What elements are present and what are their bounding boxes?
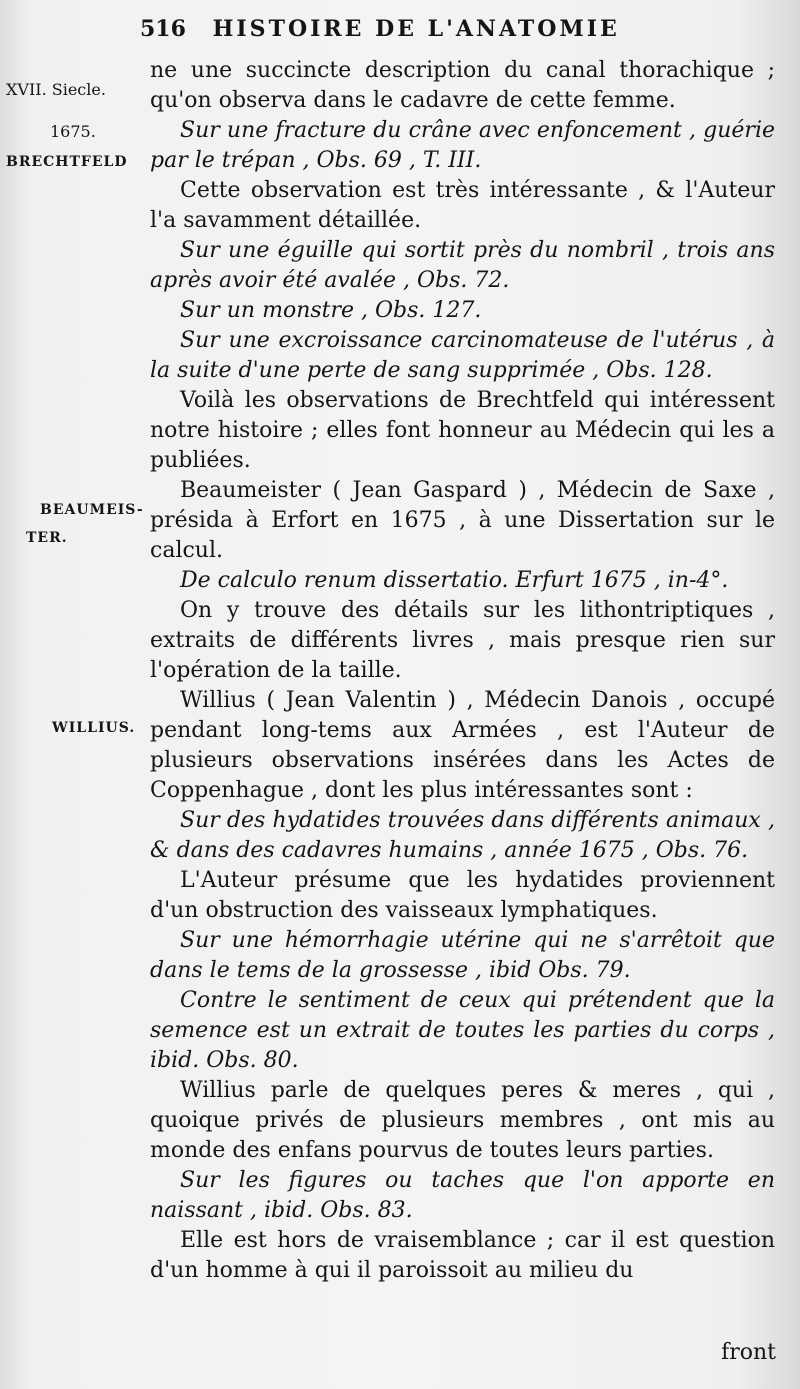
paragraph: De calculo renum dissertatio. Erfurt 1675 , in-4°. [180, 568, 729, 593]
paragraph: Contre le sentiment de ceux qui prétendent que la semence est un extrait de toutes les parties du corps , ibid. Obs. 80. [150, 988, 775, 1073]
margin-name-willius: WILLIUS. [52, 720, 136, 736]
paragraph: Sur un monstre , Obs. 127. [180, 298, 482, 323]
paragraph: On y trouve des détails sur les lithontriptiques , extraits de différents livres , mais presque rien sur l'opération de la taille. [150, 598, 775, 683]
paragraph: Cette observation est très intéressante , & l'Auteur l'a savamment détaillée. [150, 178, 775, 233]
paragraph: Sur des hydatides trouvées dans différents animaux , & dans des cadavres humains , année 1675 , Obs. 76. [150, 808, 775, 863]
paragraph: L'Auteur présume que les hydatides proviennent d'un obstruction des vaisseaux lymphatiques. [150, 868, 775, 923]
margin-name-beaumeister-2: TER. [26, 530, 68, 546]
running-head [140, 16, 680, 50]
body-text [150, 56, 775, 1286]
catchword: front [721, 1340, 776, 1365]
paragraph: Sur une fracture du crâne avec enfoncement , guérie par le trépan , Obs. 69 , T. III. [150, 118, 775, 173]
paragraph: Sur une éguille qui sortit près du nombril , trois ans après avoir été avalée , Obs. 72. [150, 238, 775, 293]
page-title: HISTOIRE DE L'ANATOMIE [212, 16, 620, 42]
page-number: 516 [140, 16, 186, 42]
paragraph: Sur une excroissance carcinomateuse de l'utérus , à la suite d'une perte de sang supprimée , Obs. 128. [150, 328, 775, 383]
paragraph: Willius ( Jean Valentin ) , Médecin Danois , occupé pendant long-tems aux Armées , est l'Auteur de plusieurs observations insérées dans les Actes de Coppenhague , dont les plus intéressantes sont : [150, 688, 775, 803]
paragraph: Elle est hors de vraisemblance ; car il est question d'un homme à qui il paroissoit au milieu du [150, 1228, 775, 1283]
paragraph: Sur les figures ou taches que l'on apporte en naissant , ibid. Obs. 83. [150, 1168, 775, 1223]
paragraph: ne une succincte description du canal thorachique ; qu'on observa dans le cadavre de cette femme. [150, 58, 775, 113]
paragraph: Beaumeister ( Jean Gaspard ) , Médecin de Saxe , présida à Erfort en 1675 , à une Dissertation sur le calcul. [150, 478, 775, 563]
margin-name-beaumeister-1: BEAUMEIS- [40, 502, 144, 518]
margin-year: 1675. [50, 122, 96, 141]
margin-century: XVII. Siecle. [6, 80, 106, 99]
paragraph: Voilà les observations de Brechtfeld qui intéressent notre histoire ; elles font honneur au Médecin qui les a publiées. [150, 388, 775, 473]
paragraph: Willius parle de quelques peres & meres , qui , quoique privés de plusieurs membres , ont mis au monde des enfans pourvus de toutes leurs parties. [150, 1078, 775, 1163]
margin-name-brechtfeld: BRECHTFELD [6, 154, 128, 170]
paragraph: Sur une hémorrhagie utérine qui ne s'arrêtoit que dans le tems de la grossesse , ibid Obs. 79. [150, 928, 775, 983]
